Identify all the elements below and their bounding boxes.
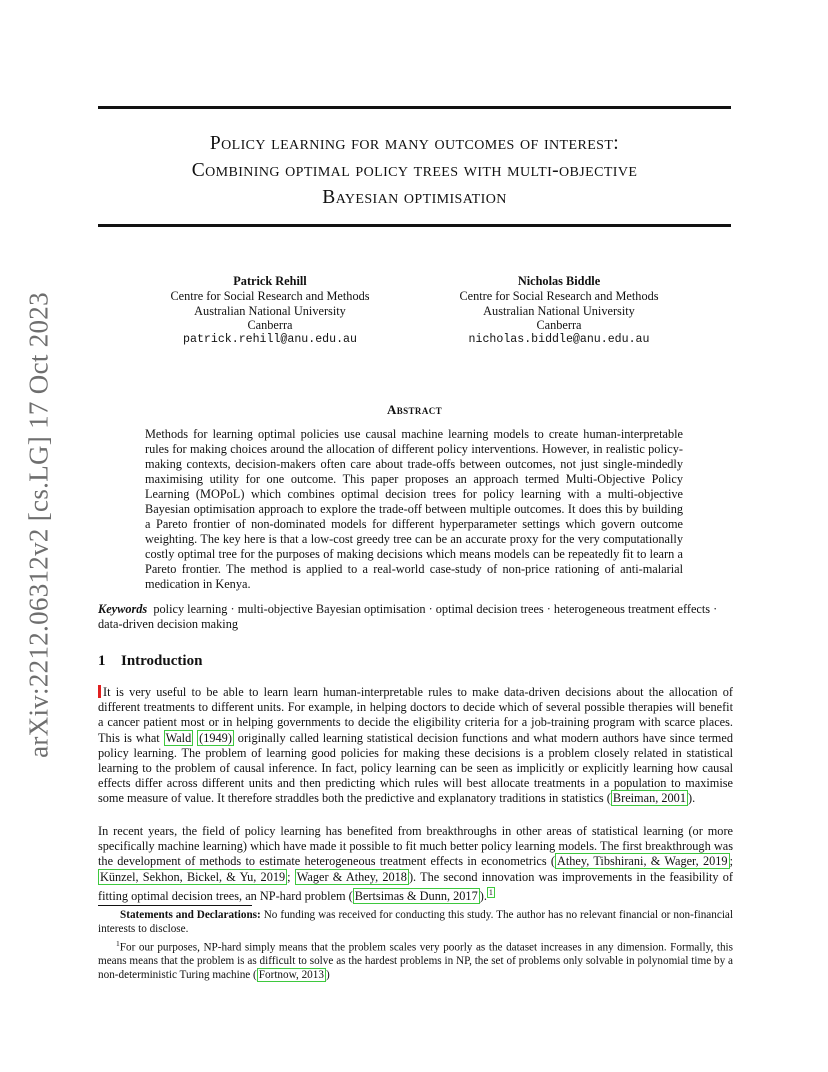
annotation-marker (98, 685, 101, 698)
author-university: Australian National University (483, 303, 635, 318)
author-city: Canberra (247, 318, 293, 333)
citation-link[interactable]: Künzel, Sekhon, Bickel, & Yu, 2019 (100, 869, 286, 884)
footnote-1: $^1$For our purposes, NP-hard simply means that the problem scales very poorly as the dataset increases in any dimension. Formally, this means means that the problem is as difficult to solve as the hardest problems in NP, the set of problems only solvable in polynomial time by a non-deterministic Turing machine ( Fortnow, 2013 ) (98, 939, 733, 981)
citation-link[interactable]: Wager & Athey, 2018 (296, 869, 407, 884)
statements-footnote: Statements and Declarations: No funding was received for conducting this study. The author has no relevant financial or non-financial interests to disclose. (98, 909, 733, 935)
footnote-link[interactable]: 1 (488, 887, 493, 897)
section-title: Introduction (121, 653, 203, 669)
title-line-1: Policy learning for many outcomes of interest: (209, 133, 620, 154)
author-block-2 (409, 274, 709, 348)
citation-link[interactable]: Fortnow, 2013 (258, 968, 324, 981)
citation-link[interactable]: (1949) (199, 730, 232, 745)
arxiv-identifier: arXiv:2212.06312v2 [cs.LG] 17 Oct 2023 (23, 292, 54, 758)
footnote-number: 1 (116, 939, 120, 948)
section-heading (98, 653, 202, 670)
intro-paragraph-1: It is very useful to be able to learn learn human-interpretable rules to make data-driven decisions about the allocation of different treatments to different units. For example, in helping doctors to decide which of several possible therapies will benefit a cancer patient most or in helping governments to decide the eligibility criteria for a job-training program with scarce places. This is what Wald (1949) originally called learning statistical decision functions and what modern authors have since termed policy learning. The problem of learning good policies for making these decisions is a problem closely related in statistical learning to the problem of causal inference. In fact, policy learning can be seen as implicitly or explicitly learning how causal effects differ across different units and then predicting which rules will best allocate treatments in a population to maximise some measure of value. It therefore straddles both the predictive and explanatory traditions in statistics ( Breiman, 2001 ). (98, 685, 733, 806)
title-line-3: Bayesian optimisation (322, 187, 507, 208)
abstract-text: Methods for learning optimal policies use causal machine learning models to create human-interpretable rules for making choices around the allocation of different policy interventions. However, in realistic policy-making contexts, decision-makers often care about trade-offs between outcomes, not just single-mindedly maximising utility for one outcome. This paper proposes an approach termed Multi-Objective Policy Learning (MOPoL) which combines optimal decision trees for policy learning with a multi-objective Bayesian optimisation approach to explore the trade-off between multiple outcomes. It does this by building a Pareto frontier of non-dominated models for different hyperparameter settings which govern outcome weighting. The key here is that a low-cost greedy tree can be an accurate proxy for the very computationally costly optimal tree for the purposes of making decisions which means models can be repeatedly fit to learn a Pareto frontier. The method is applied to a real-world case-study of non-price rationing of anti-malarial medication in Kenya. (145, 427, 683, 591)
author-block-1 (120, 274, 420, 348)
author-affiliation: Centre for Social Research and Methods (170, 288, 370, 303)
citation-link[interactable]: Athey, Tibshirani, & Wager, 2019 (556, 854, 728, 869)
citation-link[interactable]: Breiman, 2001 (612, 791, 686, 806)
title-bottom-rule (98, 224, 731, 227)
title-line-2: Combining optimal policy trees with multi-objective (191, 160, 638, 181)
author-email[interactable]: patrick.rehill@anu.edu.au (183, 333, 357, 347)
citation-link[interactable]: Bertsimas & Dunn, 2017 (354, 888, 478, 903)
abstract-heading: Abstract (386, 402, 443, 417)
statements-label: Statements and Declarations: (120, 909, 261, 921)
footnote-rule (98, 905, 252, 906)
author-name: Patrick Rehill (233, 274, 307, 288)
section-number: 1 (98, 653, 106, 669)
author-city: Canberra (536, 318, 582, 333)
author-affiliation: Centre for Social Research and Methods (459, 288, 659, 303)
intro-paragraph-2: In recent years, the field of policy learning has benefited from breakthroughs in other areas of statistical learning (or more specifically machine learning) which have made it possible to fit much better policy learning models. The first breakthrough was the development of methods to estimate heterogeneous treatment effects in econometrics ( Athey, Tibshirani, & Wager, 2019 ; Künzel, Sekhon, Bickel, & Yu, 2019 ; Wager & Athey, 2018 ). The second innovation was improvements in the feasibility of fitting optimal decision trees, an NP-hard problem ( Bertsimas & Dunn, 2017 ). $^1$ (98, 824, 734, 903)
citation-link[interactable]: Wald (165, 730, 192, 745)
author-name: Nicholas Biddle (517, 274, 601, 288)
title-top-rule (98, 106, 731, 109)
keywords-text: policy learning · multi-objective Bayesian optimisation · optimal decision trees · heterogeneous treatment effects · data-driven decision making (98, 602, 718, 631)
paper-title (98, 130, 731, 211)
author-email[interactable]: nicholas.biddle@anu.edu.au (468, 333, 650, 347)
keywords (98, 602, 733, 632)
author-university: Australian National University (194, 303, 346, 318)
keywords-label: Keywords (98, 602, 148, 616)
